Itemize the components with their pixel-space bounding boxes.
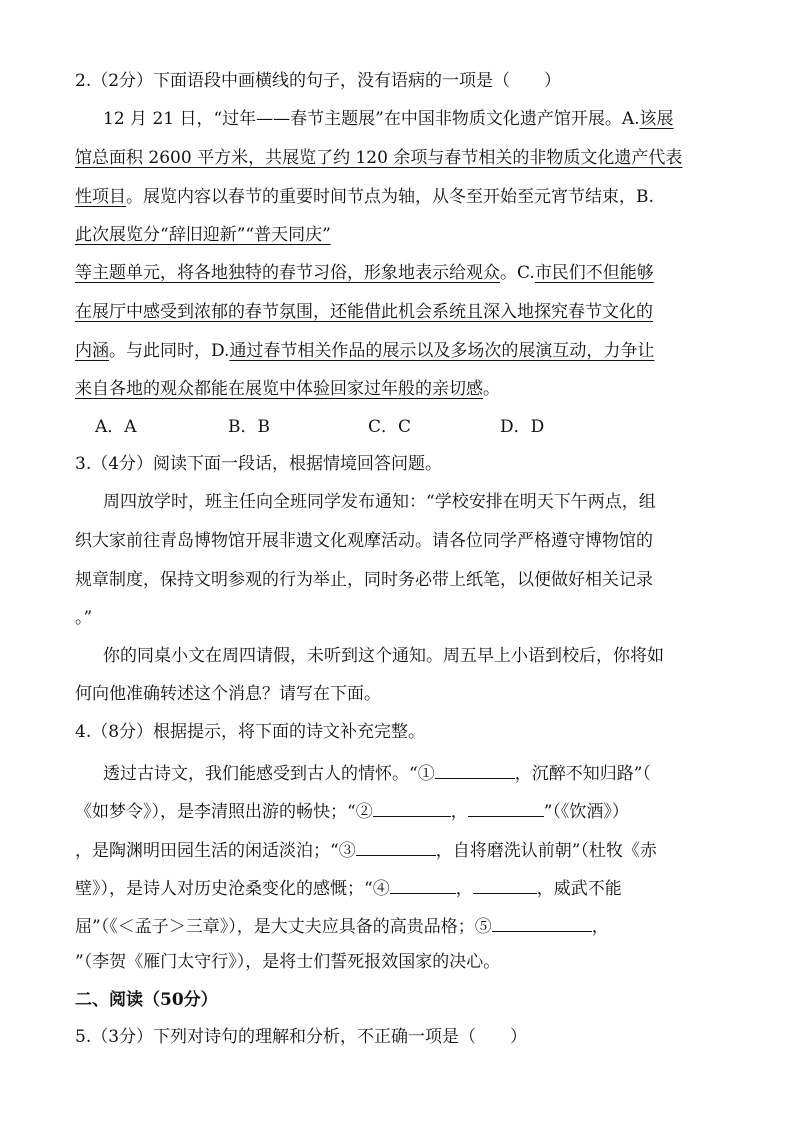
q4-text: ，是陶渊明田园生活的闲适淡泊；“③ [75, 841, 356, 861]
q2-sentence-b-cont: 等主题单元，将各地独特的春节习俗，形象地表示给观众 [75, 263, 500, 283]
q4-text: 透过古诗文，我们能感受到古人的情怀。“① [103, 764, 435, 784]
q2-sentence-c: 市民们不但能够 [534, 263, 654, 283]
q4-text: ，自将磨洗认前朝”（杜牧《赤 [435, 841, 657, 861]
q4-text: ， [455, 879, 473, 899]
q4-text: ， [450, 802, 468, 822]
q4-line-5 [75, 913, 609, 938]
q2-sentence-d: 通过春节相关作品的展示以及多场次的展演互动，力争让 [229, 341, 655, 361]
q4-line-4 [75, 875, 622, 900]
q2-sentence-a-cont: 馆总面积 2600 平方米，共展览了约 120 余项与春节相关的非物质文化遗产代表 [75, 148, 683, 168]
q2-sentence-a-end: 性项目 [75, 187, 126, 207]
q4-text: ，威武不能 [536, 879, 622, 899]
blank-4b[interactable] [473, 875, 537, 894]
q4-text: ， [591, 917, 609, 937]
q2-option-b[interactable]: B．B [228, 417, 270, 437]
q2-option-a[interactable]: A．A [95, 417, 137, 437]
q2-sentence-d-cont: 来自各地的观众都能在展览中体验回家过年般的亲切感 [75, 379, 483, 399]
q2-passage-line-4 [75, 224, 331, 246]
q4-text: ，沉醉不知归路”（ [514, 764, 651, 784]
q2-lead-text: 12 月 21 日，“过年——春节主题展”在中国非物质文化遗产馆开展。A. [103, 109, 640, 129]
q2-sentence-a: 该展 [639, 109, 674, 129]
q3-question-line-1: 你的同桌小文在周四请假，未听到这个通知。周五早上小语到校后，你将如 [103, 646, 664, 666]
blank-5[interactable] [492, 913, 592, 932]
q4-line-2 [75, 798, 629, 823]
q4-text: 《如梦令》），是李清照出游的畅快；“② [75, 802, 373, 822]
q2-option-d[interactable]: D．D [500, 417, 545, 437]
q2-mid-text-c: 。C. [500, 263, 535, 283]
q2-sentence-c-cont: 在展厅中感受到浓郁的春节氛围，还能借此机会系统且深入地探究春节文化的 [75, 302, 653, 322]
q2-passage-line-5 [75, 262, 654, 284]
q4-stem: 4.（8分）根据提示，将下面的诗文补充完整。 [75, 722, 426, 742]
q4-line-1 [103, 760, 651, 785]
q3-notice-line-2: 织大家前往青岛博物馆开展非遗文化观摩活动。请各位同学严格遵守博物馆的 [75, 531, 653, 551]
q2-passage-line-3 [75, 186, 654, 208]
q2-sentence-c-end: 内涵 [75, 341, 109, 361]
q2-mid-text-b: 。展览内容以春节的重要时间节点为轴，从冬至开始至元宵节结束，B. [126, 187, 654, 207]
q3-question-line-2: 何向他准确转述这个消息？请写在下面。 [75, 684, 381, 704]
blank-4a[interactable] [390, 875, 456, 894]
q4-line-6: ”（李贺《雁门太守行》），是将士们誓死报效国家的决心。 [75, 952, 501, 972]
q3-notice-line-3: 规章制度，保持文明参观的行为举止，同时务必带上纸笔，以便做好相关记录 [75, 570, 653, 590]
q3-notice-line-1: 周四放学时，班主任向全班同学发布通知：“学校安排在明天下午两点，组 [103, 492, 656, 512]
q4-line-3 [75, 837, 657, 862]
q2-passage-line-6 [75, 301, 653, 323]
q2-sentence-b: 此次展览分“辞旧迎新”“普天同庆” [75, 225, 331, 245]
q3-stem: 3.（4分）阅读下面一段话，根据情境回答问题。 [75, 454, 443, 474]
q5-stem: 5.（3分）下列对诗句的理解和分析，不正确一项是（ ） [75, 1027, 528, 1047]
blank-2a[interactable] [373, 798, 451, 817]
q2-passage-line-1 [103, 108, 674, 130]
q2-passage-line-8 [75, 378, 500, 400]
q2-mid-text-d: 。与此同时，D. [109, 341, 230, 361]
blank-2b[interactable] [468, 798, 544, 817]
blank-1[interactable] [435, 760, 515, 779]
q4-text: 壁》），是诗人对历史沧桑变化的感慨；“④ [75, 879, 390, 899]
q4-text: 屈”（《＜孟子＞三章》），是大丈夫应具备的高贵品格；⑤ [75, 917, 492, 937]
section-heading-reading: 二、阅读（50分） [75, 990, 218, 1010]
q2-passage-line-2 [75, 147, 682, 169]
q2-stem: 2.（2分）下面语段中画横线的句子，没有语病的一项是（ ） [75, 71, 562, 91]
q2-option-c[interactable]: C．C [368, 417, 412, 437]
q4-text: ”（《饮酒》） [543, 802, 629, 822]
blank-3[interactable] [356, 837, 436, 856]
q3-notice-line-4: 。” [75, 608, 93, 628]
q2-passage-line-7 [75, 340, 654, 362]
q2-end-punct: 。 [483, 379, 500, 399]
